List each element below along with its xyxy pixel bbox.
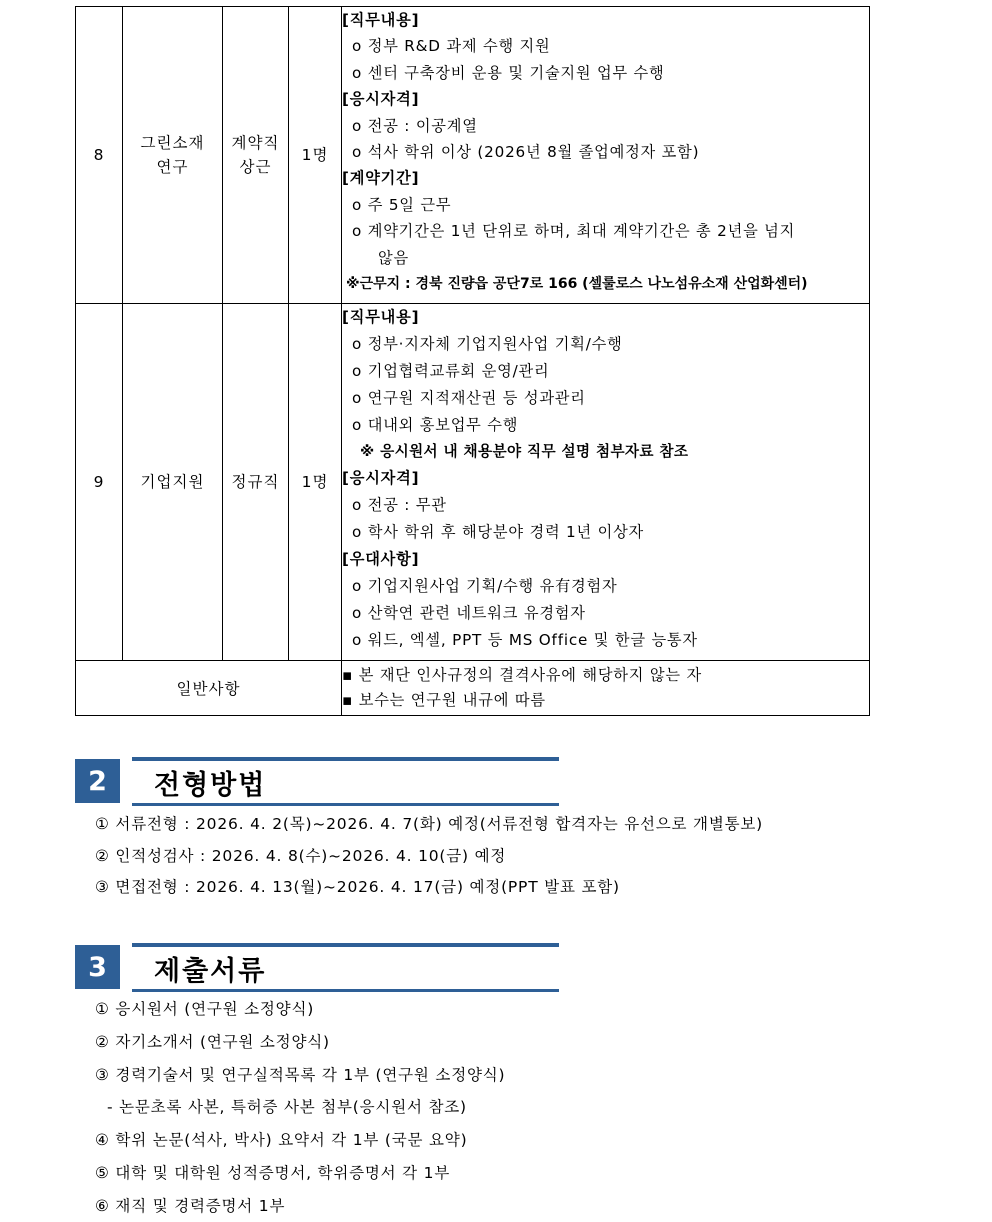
detail-line: o 기업지원사업 기획/수행 유有경험자 — [352, 577, 618, 596]
selection-method-list — [95, 812, 763, 907]
list-item: ① 응시원서 (연구원 소정양식) — [95, 1000, 315, 1018]
detail-line: o 워드, 엑셀, PPT 등 MS Office 및 한글 능통자 — [352, 630, 698, 649]
list-item: ③ 면접전형 : 2026. 4. 13(월)~2026. 4. 17(금) 예정(PPT 발표 포함) — [95, 878, 620, 896]
reference-note: ※ 응시원서 내 채용분야 직무 설명 첨부자료 참조 — [360, 442, 689, 460]
list-item: ⑤ 대학 및 대학원 성적증명서, 학위증명서 각 1부 — [95, 1163, 451, 1182]
section-selection-method — [75, 757, 559, 803]
list-item: ③ 경력기술서 및 연구실적목록 각 1부 (연구원 소정양식) — [95, 1065, 506, 1084]
row9-number: 9 — [76, 304, 123, 661]
list-item: ② 자기소개서 (연구원 소정양식) — [95, 1032, 330, 1051]
row8-type-line1: 계약직 — [231, 134, 280, 152]
detail-line: [응시자격] — [342, 90, 420, 109]
section-title: 전형방법 — [154, 769, 267, 801]
required-documents-list — [95, 997, 505, 1222]
detail-line: [직무내용] — [342, 308, 420, 326]
section-number-badge: 3 — [75, 945, 120, 989]
list-item: ② 인적성검사 : 2026. 4. 8(수)~2026. 4. 10(금) 예정 — [95, 846, 507, 865]
detail-line: o 대내외 홍보업무 수행 — [352, 415, 519, 434]
detail-line: o 학사 학위 후 해당분야 경력 1년 이상자 — [352, 523, 645, 542]
section-number-badge: 2 — [75, 759, 120, 803]
list-item: ① 서류전형 : 2026. 4. 2(목)~2026. 4. 7(화) 예정(서류전형 합격자는 유선으로 개별통보) — [95, 815, 763, 833]
detail-line: [계약기간] — [342, 169, 420, 188]
detail-line: [응시자격] — [342, 469, 420, 488]
detail-line: o 정부·지자체 기업지원사업 기획/수행 — [352, 334, 623, 353]
detail-line: [직무내용] — [342, 11, 420, 29]
detail-line: 않음 — [378, 248, 409, 267]
table-row-9 — [76, 304, 870, 661]
general-label: 일반사항 — [76, 661, 342, 716]
detail-line: [우대사항] — [342, 550, 420, 569]
table-row-general — [76, 661, 870, 716]
detail-line: o 전공 : 이공계열 — [352, 116, 478, 135]
detail-line: o 산학연 관련 네트워크 유경험자 — [352, 603, 586, 622]
row8-number: 8 — [76, 7, 123, 304]
row8-type-line2: 상근 — [239, 158, 272, 176]
row9-headcount: 1명 — [289, 304, 342, 661]
general-item: ▪ 본 재단 인사규정의 결격사유에 해당하지 않는 자 — [342, 666, 702, 684]
table-row-8 — [76, 7, 870, 304]
row8-headcount: 1명 — [289, 7, 342, 304]
general-items — [342, 661, 870, 716]
section-required-documents — [75, 943, 559, 989]
list-sub-item: - 논문초록 사본, 특허증 사본 첨부(응시원서 참조) — [107, 1098, 467, 1117]
detail-line: o 정부 R&D 과제 수행 지원 — [352, 37, 551, 56]
row8-field — [123, 7, 223, 304]
detail-line: o 센터 구축장비 운용 및 기술지원 업무 수행 — [352, 63, 665, 82]
section-title-bar — [132, 943, 559, 992]
row9-details — [342, 304, 870, 661]
section-title-bar — [132, 757, 559, 806]
general-item: ▪ 보수는 연구원 내규에 따름 — [342, 691, 546, 709]
workplace-note: ※근무지 : 경북 진량읍 공단7로 166 (셀룰로스 나노섬유소재 산업화센터) — [346, 276, 808, 293]
job-positions-table — [75, 6, 870, 716]
detail-line: o 전공 : 무관 — [352, 496, 447, 515]
row8-field-line2: 연구 — [156, 158, 189, 176]
detail-line: o 기업협력교류회 운영/관리 — [352, 361, 550, 380]
row9-field: 기업지원 — [123, 304, 223, 661]
row8-details — [342, 7, 870, 304]
list-item: ④ 학위 논문(석사, 박사) 요약서 각 1부 (국문 요약) — [95, 1131, 468, 1150]
detail-line: o 계약기간은 1년 단위로 하며, 최대 계약기간은 총 2년을 넘지 — [352, 222, 796, 241]
detail-line: o 석사 학위 이상 (2026년 8월 졸업예정자 포함) — [352, 143, 700, 162]
detail-line: o 연구원 지적재산권 등 성과관리 — [352, 388, 586, 407]
row9-employment-type: 정규직 — [223, 304, 289, 661]
row8-field-line1: 그린소재 — [140, 134, 205, 152]
section-title: 제출서류 — [154, 955, 267, 987]
row8-employment-type — [223, 7, 289, 304]
list-item: ⑥ 재직 및 경력증명서 1부 — [95, 1196, 286, 1215]
detail-line: o 주 5일 근무 — [352, 195, 452, 214]
